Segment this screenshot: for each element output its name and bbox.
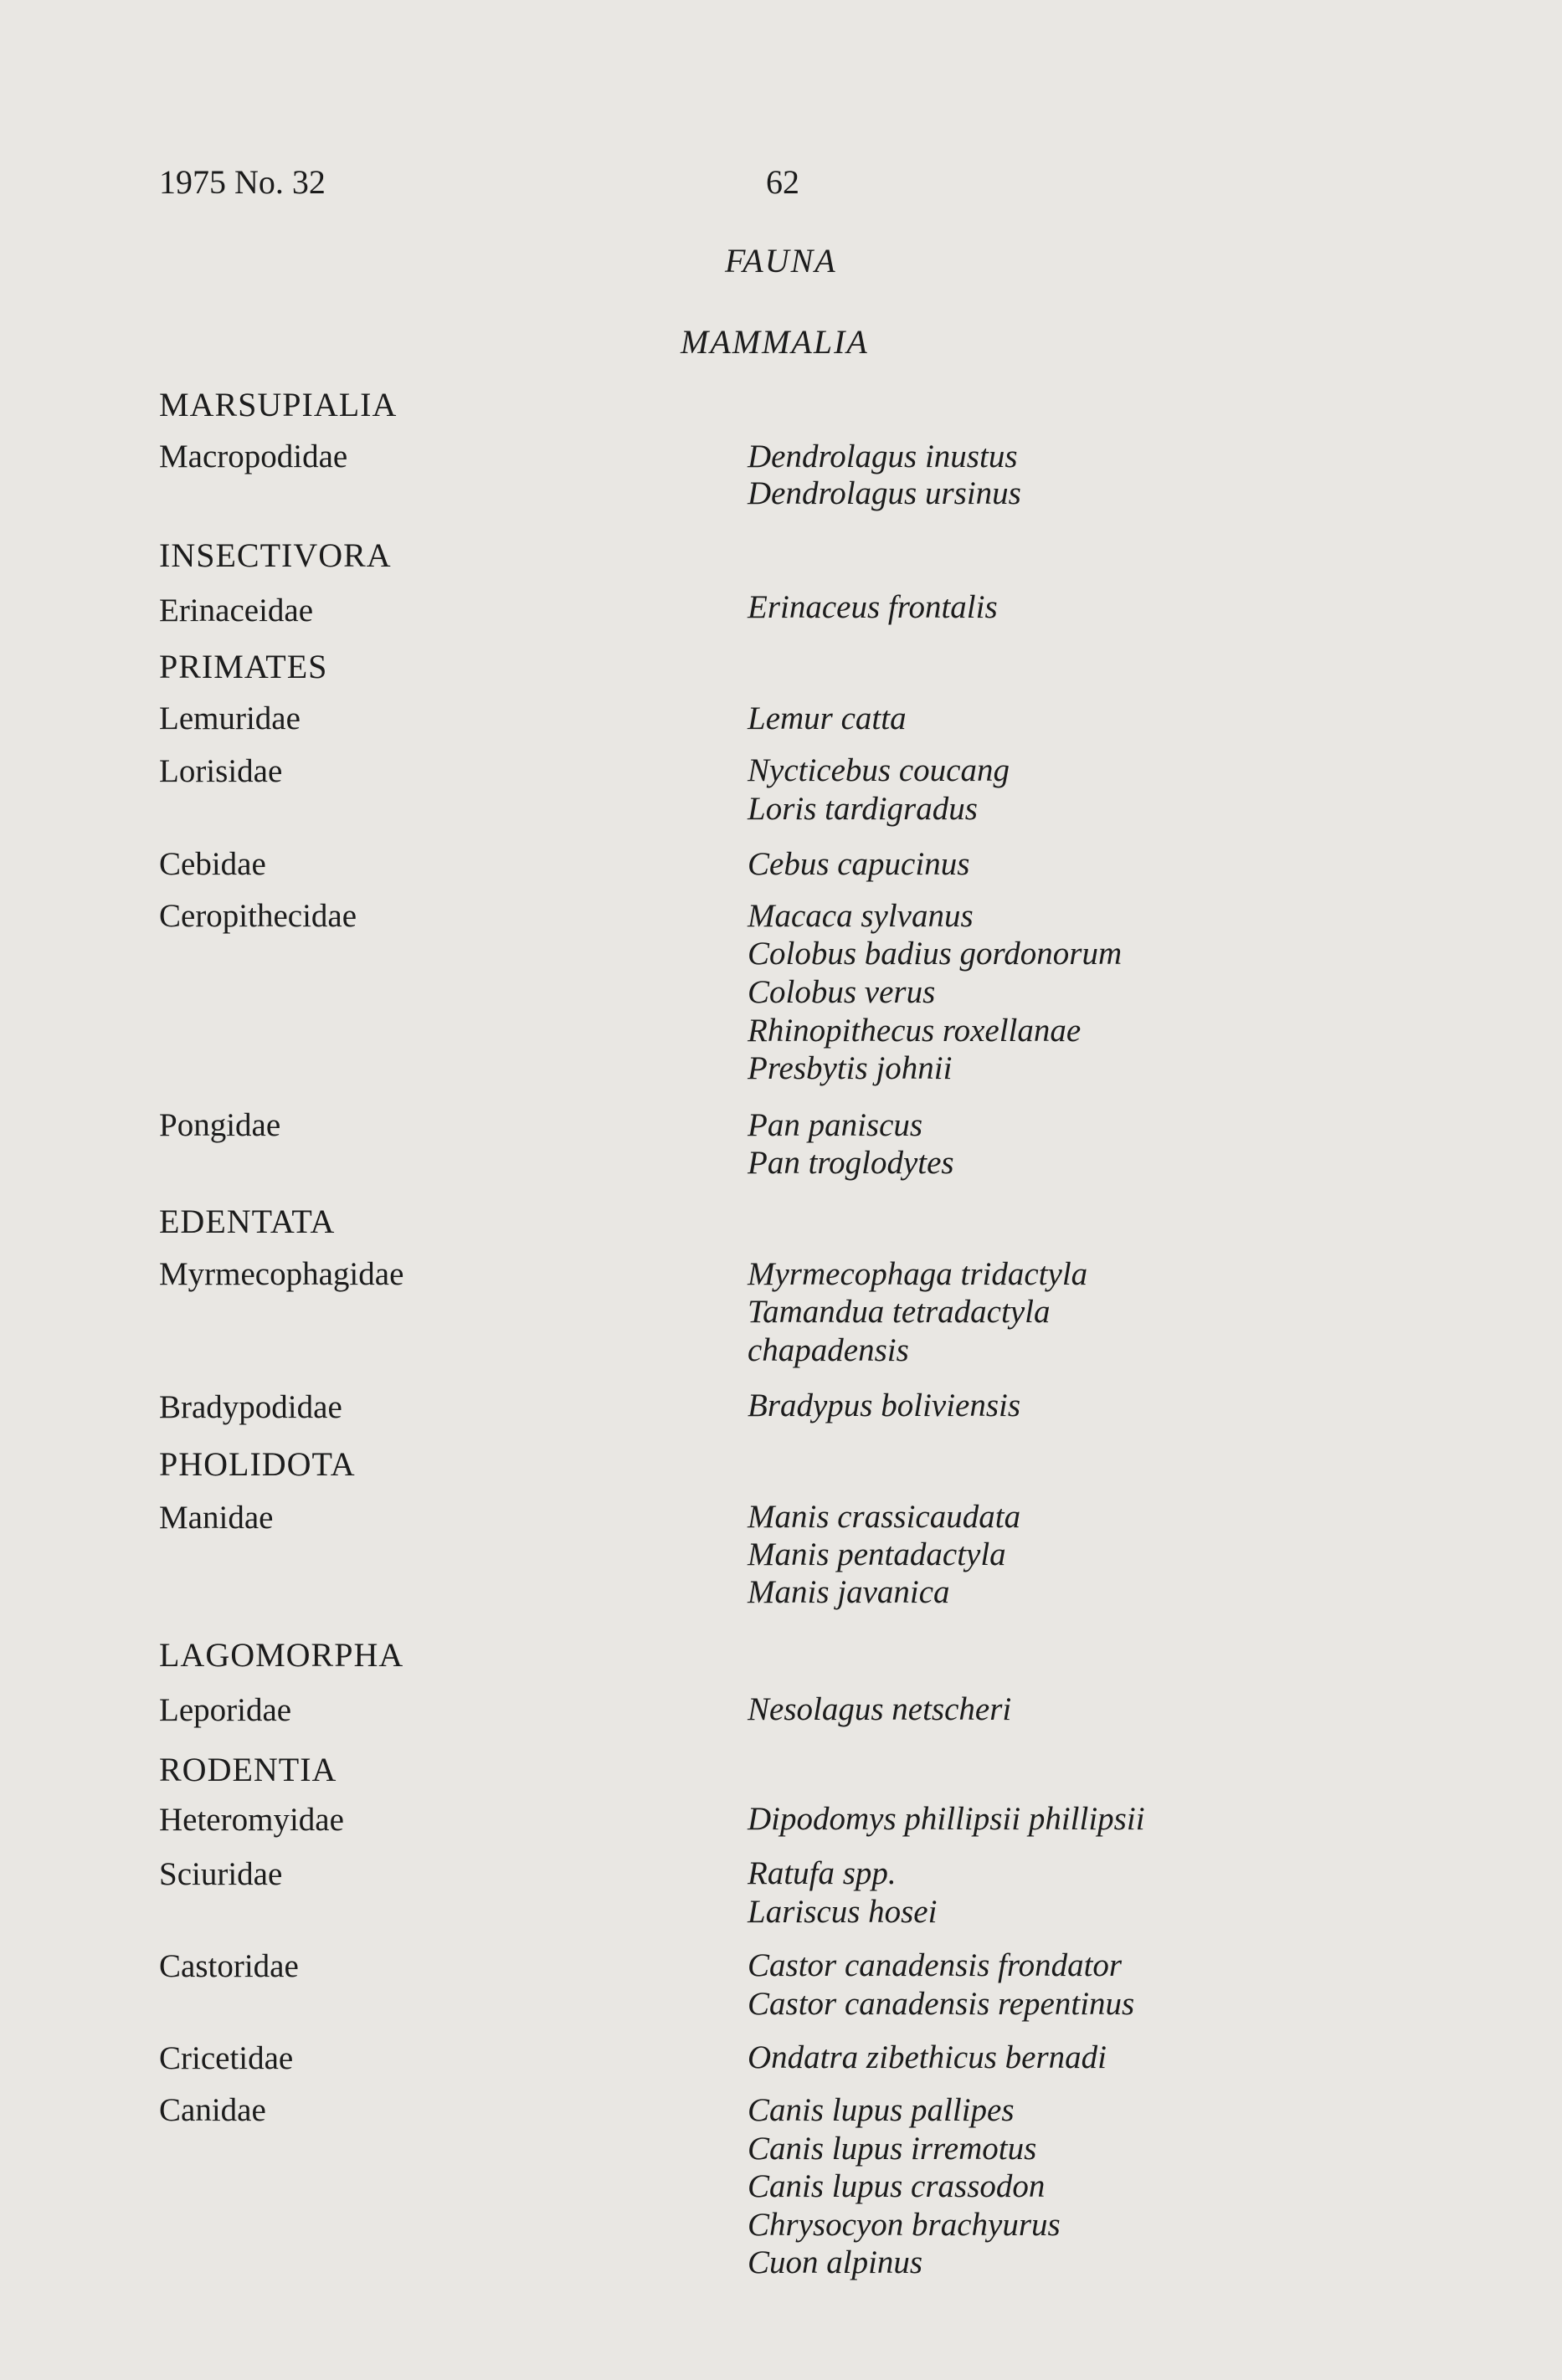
species-name: Tamandua tetradactyla [748,1294,1051,1330]
family-name: Myrmecophagidae [159,1256,404,1292]
species-name: Canis lupus irremotus [748,2131,1037,2167]
family-name: Cebidae [159,846,266,882]
order-heading: MARSUPIALIA [159,386,398,423]
species-name: Dendrolagus inustus [748,439,1018,474]
family-name: Pongidae [159,1107,281,1143]
species-name: Nesolagus netscheri [748,1691,1012,1727]
species-name: Dendrolagus ursinus [748,475,1021,511]
family-name: Castoridae [159,1948,299,1984]
species-name: Castor canadensis frondator [748,1947,1123,1983]
family-name: Ceropithecidae [159,898,357,934]
family-name: Cricetidae [159,2040,294,2076]
species-name: Ondatra zibethicus bernadi [748,2039,1107,2075]
family-name: Manidae [159,1500,274,1536]
species-name: Manis pentadactyla [748,1536,1006,1572]
family-name: Bradypodidae [159,1389,342,1425]
species-name: Chrysocyon brachyurus [748,2207,1061,2243]
species-name: Macaca sylvanus [748,898,974,934]
family-name: Canidae [159,2092,266,2128]
species-name: Lariscus hosei [748,1894,938,1930]
order-heading: INSECTIVORA [159,536,392,574]
species-name: Loris tardigradus [748,791,978,827]
species-name: Ratufa spp. [748,1855,897,1891]
species-name: Castor canadensis repentinus [748,1986,1135,2022]
species-name: Presbytis johnii [748,1050,953,1086]
species-name: Lemur catta [748,700,907,736]
order-heading: LAGOMORPHA [159,1636,404,1674]
species-name: Erinaceus frontalis [748,589,998,625]
family-name: Lorisidae [159,753,283,789]
family-name: Lemuridae [159,700,301,736]
species-name: Cebus capucinus [748,846,970,882]
family-name: Erinaceidae [159,592,314,628]
species-name: Pan troglodytes [748,1145,954,1181]
family-name: Heteromyidae [159,1802,344,1838]
section-title-fauna: FAUNA [725,242,837,280]
order-heading: RODENTIA [159,1751,337,1788]
species-name: Canis lupus crassodon [748,2168,1046,2204]
species-name: Pan paniscus [748,1107,923,1143]
section-title-mammalia: MAMMALIA [681,323,869,361]
species-name: Manis javanica [748,1574,950,1610]
species-name: Bradypus boliviensis [748,1387,1021,1423]
species-name: Colobus verus [748,974,936,1010]
species-name: Cuon alpinus [748,2244,923,2280]
species-name: Rhinopithecus roxellanae [748,1013,1082,1049]
page-number: 62 [766,163,799,201]
family-name: Sciuridae [159,1856,283,1892]
document-year-number: 1975 No. 32 [159,163,326,201]
order-heading: PRIMATES [159,648,328,685]
species-name: Canis lupus pallipes [748,2092,1015,2128]
species-name: Nycticebus coucang [748,752,1010,788]
order-heading: PHOLIDOTA [159,1445,356,1483]
species-name: Dipodomys phillipsii phillipsii [748,1801,1145,1837]
species-name: Manis crassicaudata [748,1499,1021,1535]
order-heading: EDENTATA [159,1203,336,1240]
family-name: Macropodidae [159,439,348,474]
species-name: Myrmecophaga tridactyla [748,1256,1088,1292]
family-name: Leporidae [159,1692,292,1728]
species-name: Colobus badius gordonorum [748,936,1123,972]
species-name: chapadensis [748,1332,909,1368]
